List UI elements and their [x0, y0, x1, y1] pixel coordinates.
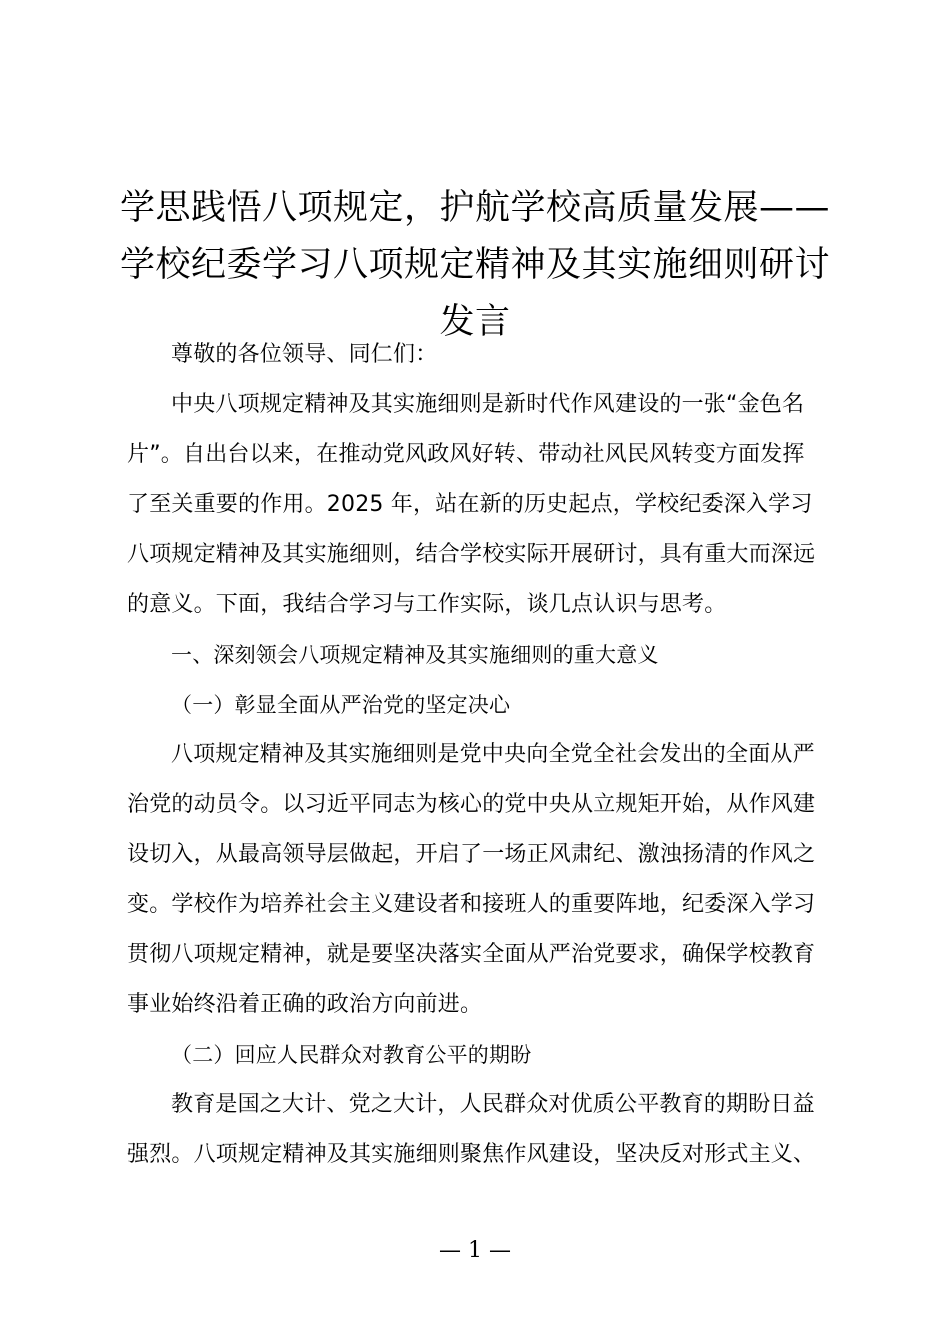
paragraph-line: 事业始终沿着正确的政治方向前进。: [127, 992, 483, 1017]
section-heading-1: 一、深刻领会八项规定精神及其实施细则的重大意义: [171, 643, 659, 667]
paragraph-line: 中央八项规定精神及其实施细则是新时代作风建设的一张“金色名: [171, 392, 805, 417]
subsection-heading-1: （一）彰显全面从严治党的坚定决心: [171, 693, 511, 717]
paragraph-line: 设切入，从最高领导层做起，开启了一场正风肃纪、激浊扬清的作风之: [127, 842, 816, 867]
paragraph-line: 八项规定精神及其实施细则，结合学校实际开展研讨，具有重大而深远: [127, 542, 816, 567]
paragraph-line: 贯彻八项规定精神，就是要坚决落实全面从严治党要求，确保学校教育: [127, 942, 816, 967]
subsection-heading-2: （二）回应人民群众对教育公平的期盼: [171, 1043, 532, 1067]
page-number: — 1 —: [439, 1238, 511, 1263]
paragraph-line: 教育是国之大计、党之大计，人民群众对优质公平教育的期盼日益: [171, 1092, 815, 1117]
document-title: [118, 180, 832, 351]
paragraph-line: 治党的动员令。以习近平同志为核心的党中央从立规矩开始，从作风建: [127, 792, 816, 817]
paragraph-line: 八项规定精神及其实施细则是党中央向全党全社会发出的全面从严: [171, 742, 815, 767]
paragraph-line: 的意义。下面，我结合学习与工作实际，谈几点认识与思考。: [127, 592, 727, 617]
title-line-3: 发言: [439, 302, 511, 342]
title-line-2: 学校纪委学习八项规定精神及其实施细则研讨: [119, 245, 830, 285]
paragraph-line: 变。学校作为培养社会主义建设者和接班人的重要阵地，纪委深入学习: [127, 892, 816, 917]
paragraph-line: 强烈。八项规定精神及其实施细则聚焦作风建设，坚决反对形式主义、: [127, 1142, 816, 1167]
paragraph-2: [127, 730, 833, 1030]
document-body: [127, 330, 833, 1180]
paragraph-line: 了至关重要的作用。2025 年，站在新的历史起点，学校纪委深入学习: [127, 492, 813, 517]
paragraph-line: 片”。自出台以来，在推动党风政风好转、带动社风民风转变方面发挥: [127, 442, 805, 467]
title-line-1: 学思践悟八项规定，护航学校高质量发展——: [119, 188, 830, 228]
salutation: 尊敬的各位领导、同仁们：: [171, 342, 438, 367]
paragraph-3: [127, 1080, 833, 1180]
paragraph-1: [127, 380, 833, 630]
